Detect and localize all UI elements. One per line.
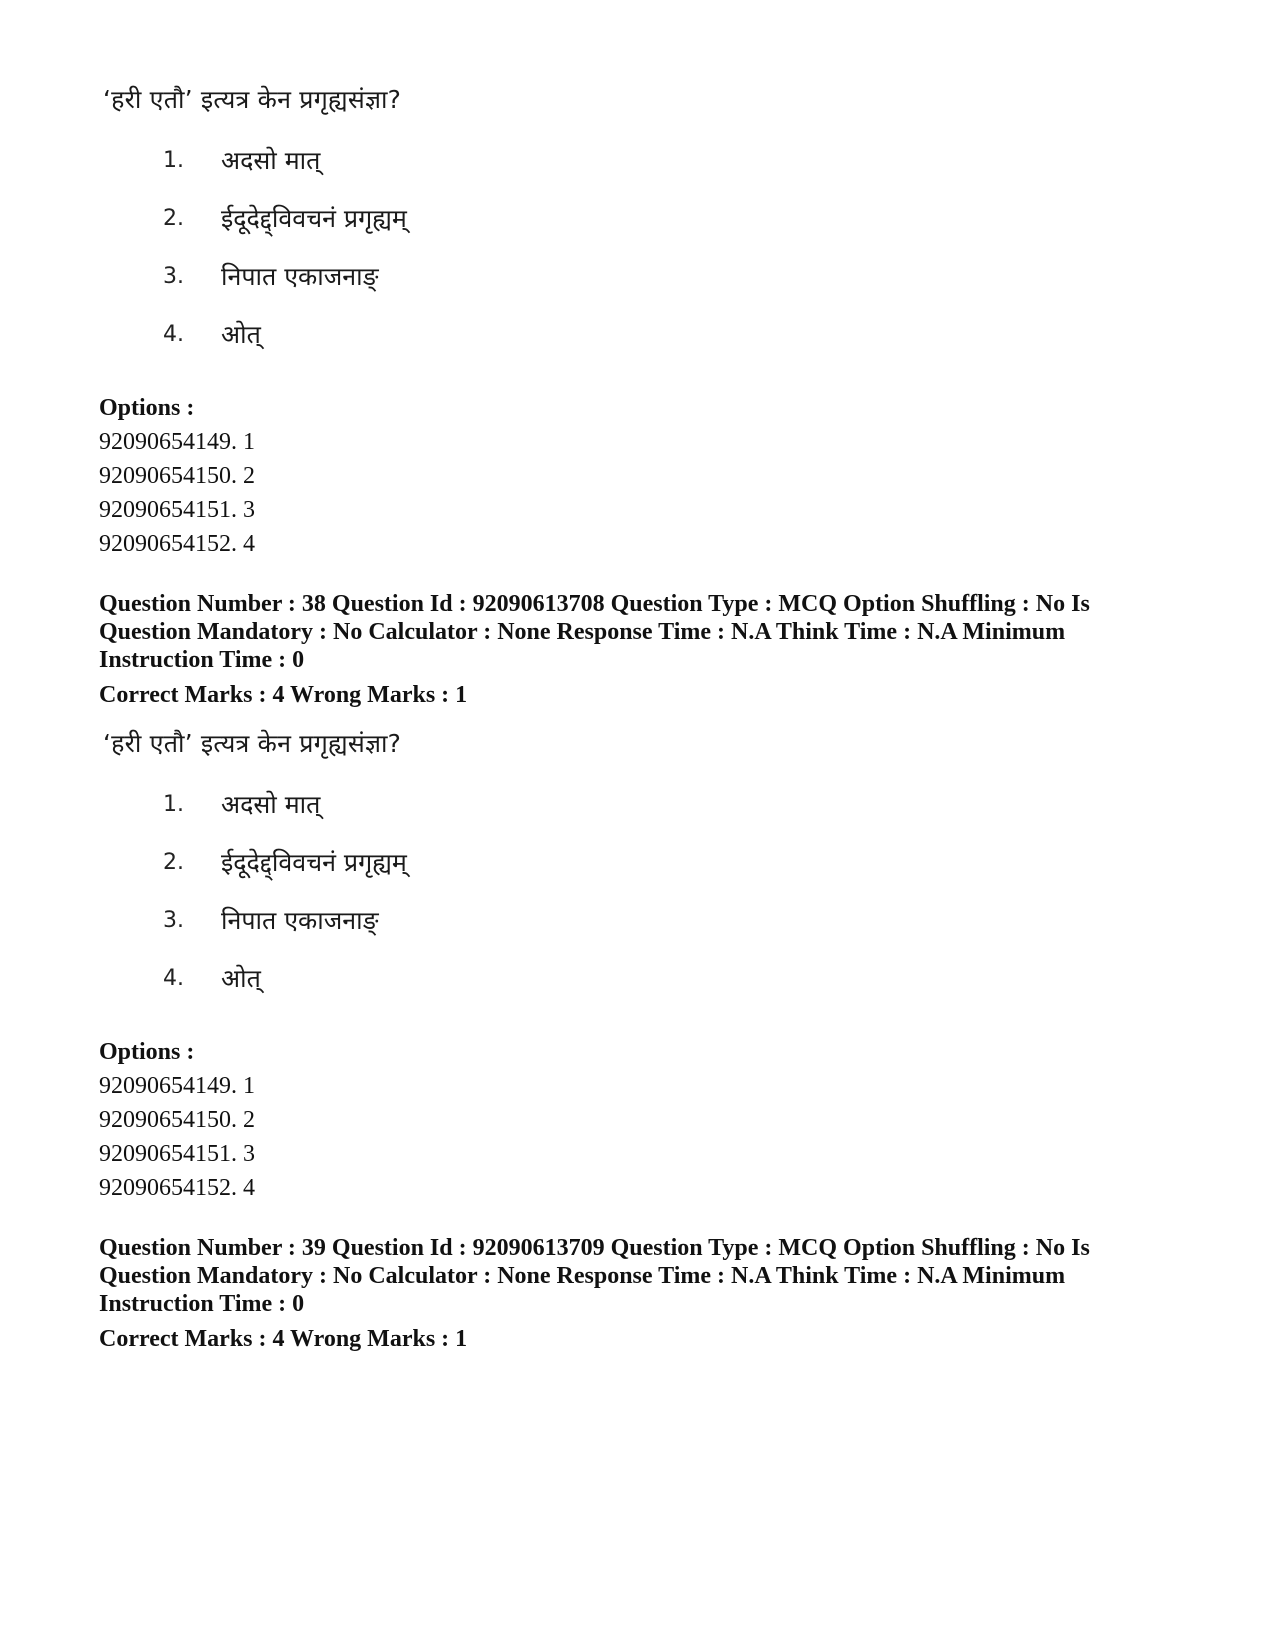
choice-text: ओत् [221,320,261,349]
answer-choice [99,131,1179,189]
question-38-body [99,727,1179,1007]
choice-number: 4. [163,965,184,991]
choice-text: अदसो मात् [221,146,321,175]
question-meta-line: Instruction Time : 0 [99,647,305,673]
answer-choice [99,833,1179,891]
question-37-options [99,391,1179,561]
options-heading: Options : [99,395,195,421]
marks-line: Correct Marks : 4 Wrong Marks : 1 [99,682,468,708]
choice-number: 3. [163,263,184,289]
choice-number: 1. [163,147,184,173]
choice-text: ओत् [221,964,261,993]
option-line: 92090654151. 3 [99,497,255,523]
question-39-header [99,1234,1179,1356]
marks-line: Correct Marks : 4 Wrong Marks : 1 [99,1326,468,1352]
choice-number: 3. [163,907,184,933]
options-heading: Options : [99,1039,195,1065]
question-37-body [99,83,1179,363]
option-line: 92090654152. 4 [99,1175,255,1201]
answer-choices [99,131,1179,363]
answer-choices [99,775,1179,1007]
question-text: ‘हरी एतौ’ इत्यत्र केन प्रगृह्यसंज्ञा? [103,85,402,114]
option-line: 92090654150. 2 [99,1107,255,1133]
choice-number: 1. [163,791,184,817]
option-line: 92090654149. 1 [99,1073,255,1099]
answer-choice [99,949,1179,1007]
choice-number: 2. [163,205,184,231]
question-meta-line: Question Mandatory : No Calculator : None Response Time : N.A Think Time : N.A Minimum [99,619,1066,645]
question-meta-line: Question Number : 38 Question Id : 92090613708 Question Type : MCQ Option Shuffling : No Is [99,591,1090,617]
answer-choice [99,189,1179,247]
choice-text: निपात एकाजनाङ् [221,262,379,291]
question-text: ‘हरी एतौ’ इत्यत्र केन प्रगृह्यसंज्ञा? [103,729,402,758]
choice-text: अदसो मात् [221,790,321,819]
question-meta-line: Question Mandatory : No Calculator : None Response Time : N.A Think Time : N.A Minimum [99,1263,1066,1289]
question-38-options [99,1035,1179,1205]
question-meta-line: Instruction Time : 0 [99,1291,305,1317]
answer-choice [99,305,1179,363]
option-line: 92090654152. 4 [99,531,255,557]
option-line: 92090654150. 2 [99,463,255,489]
choice-number: 4. [163,321,184,347]
option-line: 92090654151. 3 [99,1141,255,1167]
choice-text: निपात एकाजनाङ् [221,906,379,935]
question-38-header [99,590,1179,712]
choice-text: ईदूदेद्द्विवचनं प्रगृह्यम् [221,204,407,233]
choice-number: 2. [163,849,184,875]
answer-choice [99,247,1179,305]
answer-choice [99,775,1179,833]
answer-choice [99,891,1179,949]
choice-text: ईदूदेद्द्विवचनं प्रगृह्यम् [221,848,407,877]
question-meta-line: Question Number : 39 Question Id : 92090613709 Question Type : MCQ Option Shuffling : No Is [99,1235,1090,1261]
option-line: 92090654149. 1 [99,429,255,455]
